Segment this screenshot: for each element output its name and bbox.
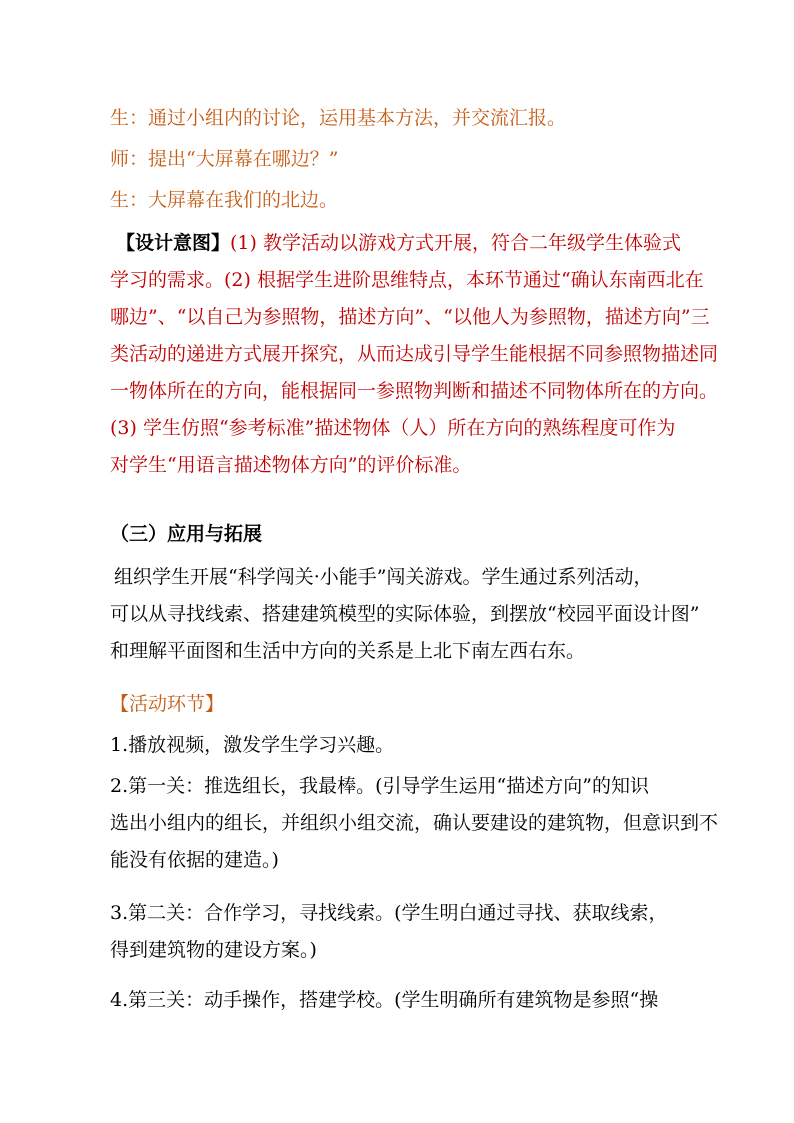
design-intent-line: 学习的需求。(2) 根据学生进阶思维特点，本环节通过“确认东南西北在: [110, 269, 704, 291]
design-intent-line: 哪边”、“以自己为参照物，描述方向”、“以他人为参照物，描述方向”三: [110, 306, 710, 328]
design-intent-line: 一物体所在的方向，能根据同一参照物判断和描述不同物体所在的方向。: [110, 380, 719, 402]
dialog-student-2: 生：大屏幕在我们的北边。: [110, 189, 339, 211]
design-intent-line: (1) 教学活动以游戏方式开展，符合二年级学生体验式: [230, 232, 681, 254]
intro-line: 可以从寻找线索、搭建建筑模型的实际体验，到摆放“校园平面设计图”: [110, 603, 700, 625]
design-intent-line: 类活动的递进方式展开探究，从而达成引导学生能根据不同参照物描述同: [110, 343, 719, 365]
step-line: 3.第二关：合作学习，寻找线索。(学生明白通过寻找、获取线索，: [110, 902, 668, 924]
activity-label: 【活动环节】: [110, 693, 225, 715]
design-intent-block: [110, 225, 719, 484]
design-intent-line: (3) 学生仿照“参考标准”描述物体（人）所在方向的熟练程度可作为: [110, 417, 676, 439]
design-intent-label: 【设计意图】: [116, 232, 231, 254]
step-line: 能没有依据的建造。): [110, 849, 279, 871]
design-intent-line: 对学生“用语言描述物体方向”的评价标准。: [110, 454, 472, 476]
step-3: [110, 895, 710, 969]
step-1: 1.播放视频，激发学生学习兴趣。: [110, 734, 395, 756]
step-line: 选出小组内的组长，并组织小组交流，确认要建设的建筑物，但意识到不: [110, 812, 719, 834]
dialog-student-1: 生：通过小组内的讨论，运用基本方法，并交流汇报。: [110, 107, 567, 129]
step-4: 4.第三关：动手操作，搭建学校。(学生明确所有建筑物是参照“操: [110, 989, 659, 1011]
intro-line: 组织学生开展“科学闯关·小能手”闯关游戏。学生通过系列活动，: [114, 566, 653, 588]
section-heading: （三）应用与拓展: [110, 523, 263, 545]
intro-line: 和理解平面图和生活中方向的关系是上北下南左西右东。: [110, 640, 586, 662]
step-2: [110, 768, 719, 879]
dialog-teacher: 师：提出“大屏幕在哪边？”: [110, 148, 339, 170]
step-line: 得到建筑物的建设方案。): [110, 939, 317, 961]
step-line: 2.第一关：推选组长，我最棒。(引导学生运用“描述方向”的知识: [110, 775, 649, 797]
intro-paragraph: [110, 559, 710, 670]
